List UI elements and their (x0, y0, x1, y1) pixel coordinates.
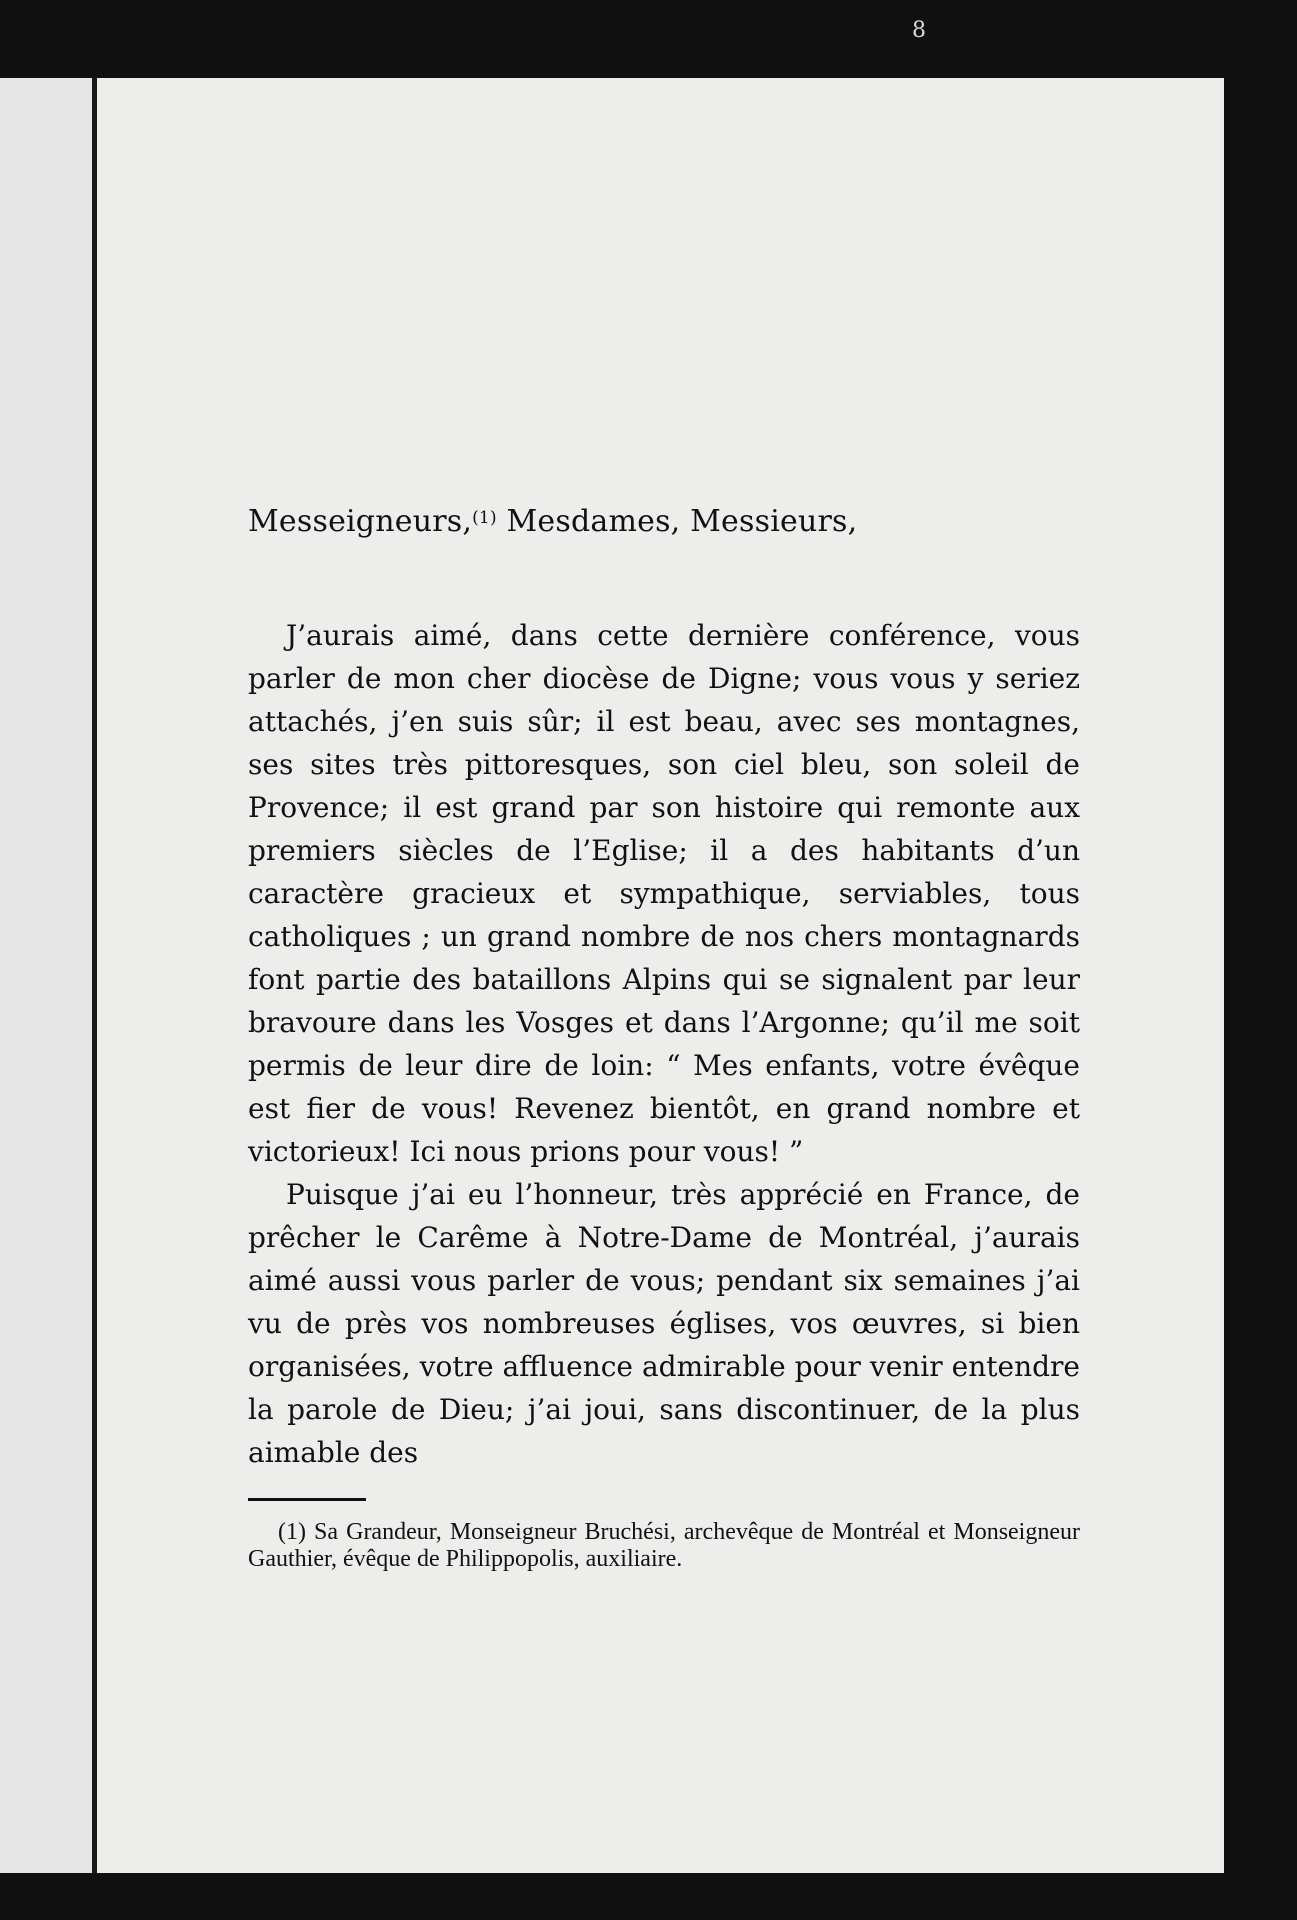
footnote-reference: (1) (472, 508, 497, 528)
footnote: (1) Sa Grandeur, Monseigneur Bruchési, archevêque de Montréal et Monseigneur Gauthier, évêque de Philippopolis, auxiliaire. (248, 1519, 1080, 1572)
salutation-line (248, 496, 1080, 544)
left-page-edge (0, 78, 92, 1873)
salutation-rest: Mesdames, Messieurs, (496, 504, 858, 539)
page-marker: 8 (912, 18, 926, 43)
paragraph-2: Puisque j’ai eu l’honneur, très apprécié en France, de prêcher le Carême à Notre-Dame de Montréal, j’aurais aimé aussi vous parler de vous; pendant six semaines j’ai vu de près vos nombreuses églises, vos œuvres, si bien organisées, votre affluence admirable pour venir entendre la parole de Dieu; j’ai joui, sans discontinuer, de la plus aimable des (248, 1178, 1080, 1469)
page-text (248, 496, 1080, 1573)
paragraph-1: J’aurais aimé, dans cette dernière conférence, vous parler de mon cher diocèse de Digne; vous vous y seriez attachés, j’en suis sûr; il est beau, avec ses montagnes, ses sites très pittoresques, son ciel bleu, son soleil de Provence; il est grand par son histoire qui remonte aux premiers siècles de l’Eglise; il a des habitants d’un caractère gracieux et sympathique, serviables, tous catholiques ; un grand nombre de nos chers montagnards font partie des bataillons Alpins qui se signalent par leur bravoure dans les Vosges et dans l’Argonne; qu’il me soit permis de leur dire de loin: “ Mes enfants, votre évêque est fier de vous! Revenez bientôt, en grand nombre et victorieux! Ici nous prions pour vous! ” (248, 619, 1080, 1168)
footnote-separator (248, 1498, 366, 1501)
salutation-start: Messeigneurs, (248, 504, 473, 539)
